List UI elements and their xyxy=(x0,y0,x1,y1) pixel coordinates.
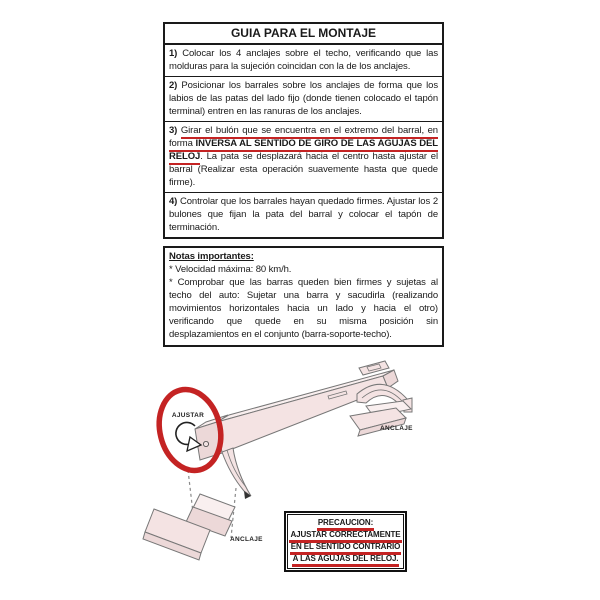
step-2-number: 2) xyxy=(169,80,182,91)
caution-line-1 xyxy=(289,517,402,529)
caution-line-2 xyxy=(289,529,402,541)
anchor-label-right: ANCLAJE xyxy=(380,425,413,432)
caution-box xyxy=(284,511,407,572)
step-2 xyxy=(165,76,442,121)
adjust-bolt-hole xyxy=(203,441,208,446)
step-1-text: Colocar los 4 anclajes sobre el techo, verificando que las molduras para la sujeción coincidan con la de los anclajes. xyxy=(169,48,438,72)
caution-line-2-text: AJUSTAR CORRECTAMENTE xyxy=(289,530,401,543)
anchor-label-left: ANCLAJE xyxy=(230,536,263,543)
adjust-label: AJUSTAR xyxy=(171,412,205,419)
step-3-underlined-bold-text: INVERSA AL SENTIDO DE GIRO DE LAS AGUJAS DEL RELOJ xyxy=(169,138,438,165)
step-3-underlined-text: Girar el bulón que se encuentra en el extremo del barral, en forma xyxy=(169,125,438,152)
caution-box-inner xyxy=(287,514,404,569)
crossbar xyxy=(195,361,398,460)
assembly-guide-box xyxy=(163,22,444,239)
left-leg xyxy=(222,448,251,499)
step-3-number: 3) xyxy=(169,125,181,136)
step-4-number: 4) xyxy=(169,196,180,207)
guide-title: GUIA PARA EL MONTAJE xyxy=(165,24,442,45)
step-2-text: Posicionar los barrales sobre los anclajes de forma que los labios de las patas del lado fijo (donde tienen colocado el tapón terminal) entren en las ranuras de los anclajes. xyxy=(169,80,438,117)
caution-line-3 xyxy=(289,541,402,553)
notes-heading: Notas importantes: xyxy=(169,251,254,262)
step-3-rest-text: . La pata se desplazará hacia el centro hasta ajustar el barral (Realizar esta operación suavemente hasta que quede firme). xyxy=(169,151,438,188)
step-1 xyxy=(165,45,442,76)
step-3 xyxy=(165,121,442,192)
step-4 xyxy=(165,192,442,237)
caution-line-4-text: A LAS AGUJAS DEL RELOJ. xyxy=(292,554,400,567)
caution-line-3-text: EN EL SENTIDO CONTRARIO xyxy=(290,542,402,555)
step-1-number: 1) xyxy=(169,48,183,59)
caution-line-4 xyxy=(289,553,402,565)
note-speed-limit: * Velocidad máxima: 80 km/h. xyxy=(169,264,292,275)
left-anchor xyxy=(143,494,235,560)
caution-line-1-text: PRECAUCION: xyxy=(317,518,374,531)
note-check-firmness: * Comprobar que las barras queden bien firmes y sujetas al techo del auto: Sujetar una barra y sacudirla (realizando movimientos horizontales hacia un lado y hacia el otro) verificando que quede en su misma posición sin desplazamientos en el conjunto (barra-soporte-techo). xyxy=(169,277,438,340)
step-4-text: Controlar que los barrales hayan quedado firmes. Ajustar los 2 bulones que fijan la pata del barral y colocar el tapón de terminación. xyxy=(169,196,438,233)
notes-box xyxy=(163,246,444,347)
